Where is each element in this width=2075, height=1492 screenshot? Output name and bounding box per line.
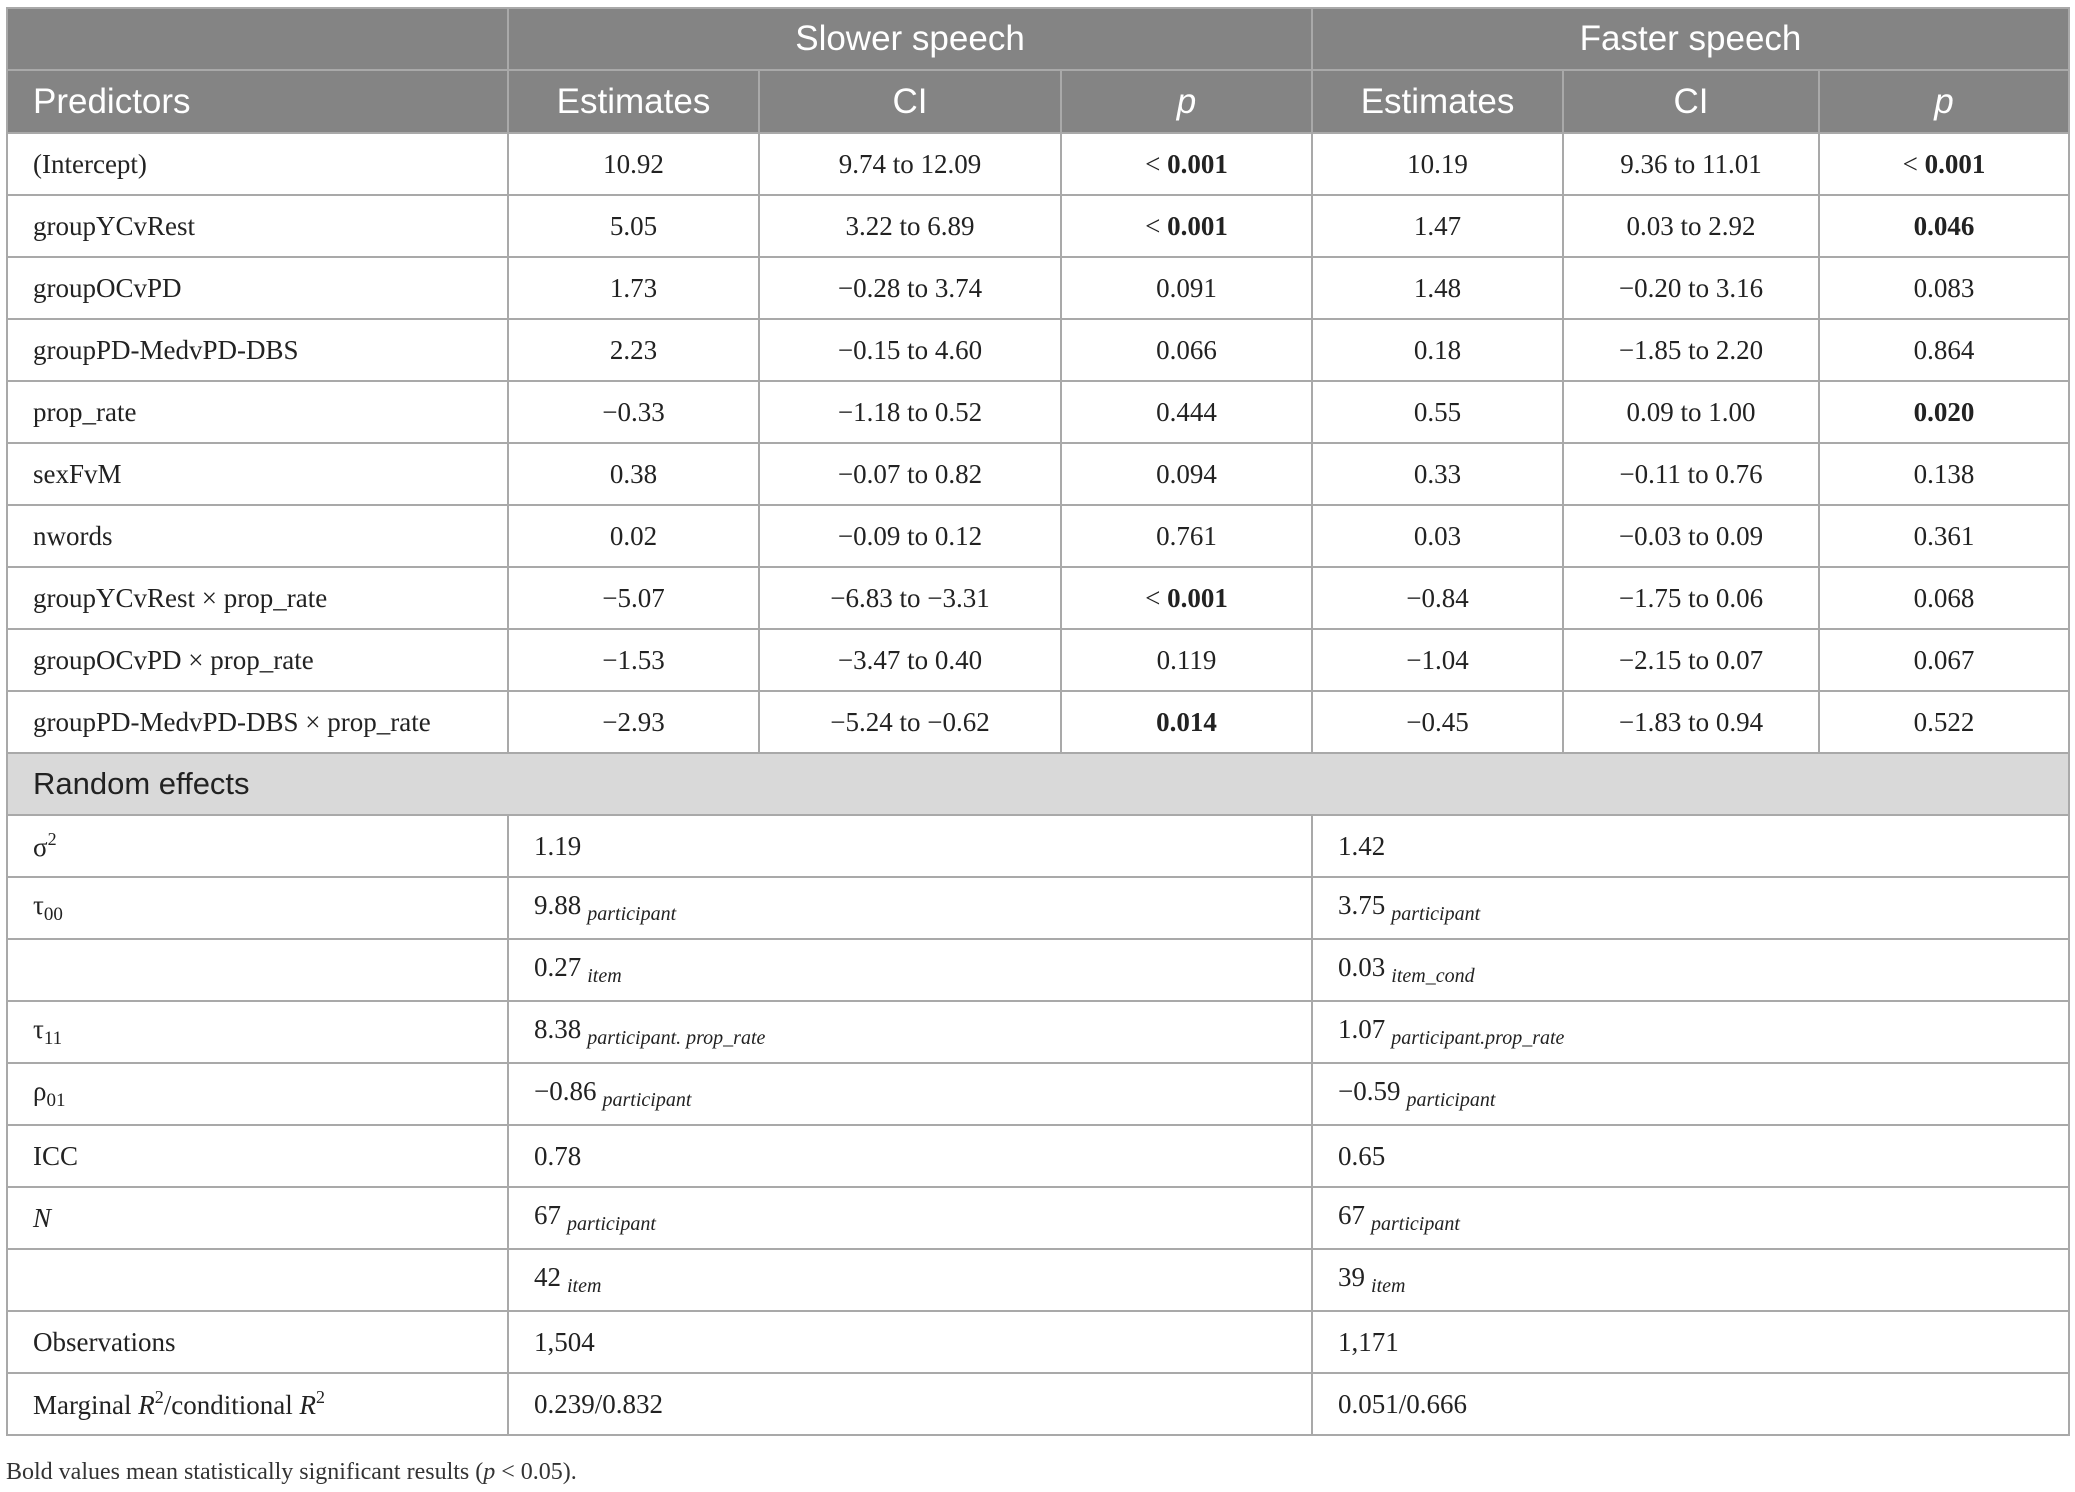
random-row-sigma2 xyxy=(7,815,2069,877)
slower-ci-cell: −0.07 to 0.82 xyxy=(759,443,1061,505)
faster-subscript: participant xyxy=(1371,1213,1460,1235)
faster-p-value: 0.083 xyxy=(1913,272,1975,303)
predictor-label: groupPD-MedvPD-DBS × prop_rate xyxy=(7,691,508,753)
tau-symbol: τ xyxy=(33,1014,44,1044)
faster-estimate-cell: −0.84 xyxy=(1312,567,1563,629)
faster-value: 1,171 xyxy=(1312,1311,2069,1373)
footnote-text-b: < 0.05). xyxy=(495,1459,577,1485)
slower-ci-cell: 3.22 to 6.89 xyxy=(759,195,1061,257)
regression-table-container xyxy=(6,7,2068,1436)
faster-p-label: p xyxy=(1934,81,1954,121)
fixed-effect-row xyxy=(7,443,2069,505)
faster-ci-cell: −2.15 to 0.07 xyxy=(1563,629,1819,691)
faster-estimate-cell: 1.48 xyxy=(1312,257,1563,319)
r2-label-r2: R xyxy=(299,1390,316,1420)
slower-value-cell xyxy=(508,1001,1312,1063)
faster-value: 0.03 xyxy=(1338,952,1386,982)
r2-label-cell xyxy=(7,1373,508,1435)
slower-p-label: p xyxy=(1176,81,1197,121)
faster-value-cell xyxy=(1312,1063,2069,1125)
random-label-cell xyxy=(7,1187,508,1249)
footnote-text-a: Bold values mean statistically significant results ( xyxy=(6,1459,484,1485)
random-label-empty xyxy=(7,1249,508,1311)
slower-estimate-cell: −1.53 xyxy=(508,629,759,691)
faster-value: −0.59 xyxy=(1338,1076,1401,1106)
slower-value: 1.19 xyxy=(508,815,1312,877)
slower-p-cell xyxy=(1061,629,1312,691)
faster-p-cell xyxy=(1819,567,2069,629)
sigma-symbol: σ xyxy=(33,832,48,862)
random-effects-heading: Random effects xyxy=(7,753,2069,815)
faster-subscript: participant.prop_rate xyxy=(1391,1027,1565,1049)
slower-value-cell xyxy=(508,939,1312,1001)
fixed-effect-row xyxy=(7,691,2069,753)
faster-p-value: 0.864 xyxy=(1913,334,1975,365)
slower-ci-cell: −5.24 to −0.62 xyxy=(759,691,1061,753)
rho-subscript: 01 xyxy=(46,1090,66,1111)
slower-p-header xyxy=(1061,70,1312,133)
slower-p-value: 0.014 xyxy=(1156,706,1217,737)
faster-ci-cell: −1.83 to 0.94 xyxy=(1563,691,1819,753)
predictor-label: groupPD-MedvPD-DBS xyxy=(7,319,508,381)
faster-ci-cell: 0.09 to 1.00 xyxy=(1563,381,1819,443)
tau-symbol: τ xyxy=(33,890,44,920)
slower-estimate-cell: 0.02 xyxy=(508,505,759,567)
faster-p-cell xyxy=(1819,443,2069,505)
random-label: N xyxy=(33,1202,52,1233)
faster-value-cell xyxy=(1312,1001,2069,1063)
r2-label-r: R xyxy=(138,1390,155,1420)
faster-p-cell xyxy=(1819,319,2069,381)
r2-label-sup: 2 xyxy=(154,1387,164,1407)
random-row-tau00-item xyxy=(7,939,2069,1001)
slower-estimate-cell: −0.33 xyxy=(508,381,759,443)
fixed-effect-row xyxy=(7,195,2069,257)
r2-label-sup2: 2 xyxy=(315,1387,325,1407)
random-row-n-item xyxy=(7,1249,2069,1311)
faster-p-value: 0.068 xyxy=(1913,582,1975,613)
faster-value-cell xyxy=(1312,1187,2069,1249)
regression-table xyxy=(6,7,2070,1436)
faster-subscript: participant xyxy=(1406,1089,1496,1111)
faster-value-cell xyxy=(1312,1249,2069,1311)
slower-value-cell xyxy=(508,1063,1312,1125)
column-header-row xyxy=(7,70,2069,133)
faster-value: 0.051/0.666 xyxy=(1312,1373,2069,1435)
faster-p-cell xyxy=(1819,505,2069,567)
random-row-n-participant xyxy=(7,1187,2069,1249)
rho-symbol: ρ xyxy=(33,1076,47,1106)
slower-p-value: 0.119 xyxy=(1156,644,1217,675)
fixed-effect-row xyxy=(7,381,2069,443)
slower-value: 9.88 xyxy=(534,890,582,920)
slower-p-cell xyxy=(1061,319,1312,381)
faster-ci-cell: −1.75 to 0.06 xyxy=(1563,567,1819,629)
faster-p-header xyxy=(1819,70,2069,133)
slower-ci-cell: −3.47 to 0.40 xyxy=(759,629,1061,691)
header-blank-cell xyxy=(7,8,508,70)
fixed-effect-row xyxy=(7,567,2069,629)
random-label: Observations xyxy=(7,1311,508,1373)
slower-subscript: participant xyxy=(567,1213,656,1235)
r2-label-b: /conditional xyxy=(163,1390,300,1420)
slower-value-cell xyxy=(508,877,1312,939)
faster-ci-cell: 0.03 to 2.92 xyxy=(1563,195,1819,257)
faster-ci-cell: 9.36 to 11.01 xyxy=(1563,133,1819,195)
slower-ci-header: CI xyxy=(759,70,1061,133)
faster-value: 67 xyxy=(1338,1200,1366,1230)
slower-estimate-cell: 2.23 xyxy=(508,319,759,381)
faster-p-cell xyxy=(1819,133,2069,195)
faster-ci-header: CI xyxy=(1563,70,1819,133)
faster-estimate-cell: −1.04 xyxy=(1312,629,1563,691)
faster-p-value: 0.001 xyxy=(1924,148,1986,179)
faster-p-prefix: < xyxy=(1902,148,1925,179)
slower-p-value: 0.444 xyxy=(1156,396,1217,427)
slower-speech-header: Slower speech xyxy=(508,8,1312,70)
faster-estimate-cell: 0.18 xyxy=(1312,319,1563,381)
tau-subscript: 11 xyxy=(43,1028,63,1049)
predictor-label: nwords xyxy=(7,505,508,567)
slower-p-value: 0.761 xyxy=(1156,520,1217,551)
slower-p-cell xyxy=(1061,133,1312,195)
random-label-empty xyxy=(7,939,508,1001)
slower-estimate-cell: 1.73 xyxy=(508,257,759,319)
slower-subscript: participant xyxy=(587,903,677,925)
slower-subscript: item xyxy=(587,965,622,987)
group-header-row xyxy=(7,8,2069,70)
slower-ci-cell: 9.74 to 12.09 xyxy=(759,133,1061,195)
slower-value: 42 xyxy=(534,1262,561,1292)
faster-p-value: 0.138 xyxy=(1913,458,1975,489)
faster-ci-cell: −0.11 to 0.76 xyxy=(1563,443,1819,505)
faster-subscript: participant xyxy=(1391,903,1481,925)
fixed-effect-row xyxy=(7,629,2069,691)
faster-subscript: item xyxy=(1371,1275,1406,1297)
random-label xyxy=(7,1063,508,1125)
slower-estimate-cell: 5.05 xyxy=(508,195,759,257)
fixed-effect-row xyxy=(7,319,2069,381)
slower-p-cell xyxy=(1061,691,1312,753)
slower-p-value: 0.001 xyxy=(1167,582,1228,613)
slower-p-cell xyxy=(1061,195,1312,257)
slower-p-prefix: < xyxy=(1145,582,1168,613)
slower-ci-cell: −1.18 to 0.52 xyxy=(759,381,1061,443)
slower-estimate-cell: 10.92 xyxy=(508,133,759,195)
sigma-superscript: 2 xyxy=(47,829,57,849)
slower-value: −0.86 xyxy=(534,1076,597,1106)
faster-ci-cell: −1.85 to 2.20 xyxy=(1563,319,1819,381)
faster-value: 3.75 xyxy=(1338,890,1386,920)
slower-ci-cell: −0.09 to 0.12 xyxy=(759,505,1061,567)
slower-p-value: 0.094 xyxy=(1156,458,1217,489)
faster-value-cell xyxy=(1312,939,2069,1001)
slower-subscript: item xyxy=(567,1275,602,1297)
slower-ci-cell: −0.15 to 4.60 xyxy=(759,319,1061,381)
faster-value: 1.07 xyxy=(1338,1014,1386,1044)
predictors-header: Predictors xyxy=(7,70,508,133)
slower-p-prefix: < xyxy=(1145,148,1168,179)
slower-value: 1,504 xyxy=(508,1311,1312,1373)
predictor-label: prop_rate xyxy=(7,381,508,443)
r2-label-a: Marginal xyxy=(33,1390,139,1420)
random-row-rho01 xyxy=(7,1063,2069,1125)
slower-p-cell xyxy=(1061,257,1312,319)
fixed-effect-row xyxy=(7,257,2069,319)
slower-value: 8.38 xyxy=(534,1014,582,1044)
predictor-label: (Intercept) xyxy=(7,133,508,195)
slower-estimate-cell: 0.38 xyxy=(508,443,759,505)
random-label xyxy=(7,1001,508,1063)
fixed-effect-row xyxy=(7,133,2069,195)
slower-p-prefix: < xyxy=(1145,210,1168,241)
faster-estimate-cell: −0.45 xyxy=(1312,691,1563,753)
random-label xyxy=(7,877,508,939)
slower-ci-cell: −0.28 to 3.74 xyxy=(759,257,1061,319)
faster-value-cell xyxy=(1312,877,2069,939)
faster-subscript: item_cond xyxy=(1391,965,1475,987)
footnote-p: p xyxy=(483,1459,496,1485)
slower-p-value: 0.001 xyxy=(1167,210,1228,241)
predictor-label: groupOCvPD xyxy=(7,257,508,319)
faster-estimates-header: Estimates xyxy=(1312,70,1563,133)
faster-p-value: 0.361 xyxy=(1913,520,1975,551)
fixed-effect-row xyxy=(7,505,2069,567)
faster-estimate-cell: 0.33 xyxy=(1312,443,1563,505)
slower-subscript: participant. prop_rate xyxy=(587,1027,766,1049)
slower-value: 0.78 xyxy=(508,1125,1312,1187)
faster-p-cell xyxy=(1819,691,2069,753)
slower-ci-cell: −6.83 to −3.31 xyxy=(759,567,1061,629)
random-row-observations xyxy=(7,1311,2069,1373)
faster-estimate-cell: 1.47 xyxy=(1312,195,1563,257)
faster-value: 0.65 xyxy=(1312,1125,2069,1187)
faster-p-cell xyxy=(1819,195,2069,257)
faster-p-cell xyxy=(1819,629,2069,691)
slower-value-cell xyxy=(508,1187,1312,1249)
tau-subscript: 00 xyxy=(43,904,63,925)
slower-estimate-cell: −5.07 xyxy=(508,567,759,629)
random-row-icc xyxy=(7,1125,2069,1187)
faster-estimate-cell: 0.03 xyxy=(1312,505,1563,567)
slower-value: 0.27 xyxy=(534,952,582,982)
slower-value-cell xyxy=(508,1249,1312,1311)
slower-p-cell xyxy=(1061,505,1312,567)
slower-estimate-cell: −2.93 xyxy=(508,691,759,753)
predictor-label: sexFvM xyxy=(7,443,508,505)
slower-p-value: 0.001 xyxy=(1167,148,1228,179)
slower-p-value: 0.091 xyxy=(1156,272,1217,303)
random-row-tau00-participant xyxy=(7,877,2069,939)
fixed-effects-body xyxy=(7,133,2069,1435)
predictor-label: groupYCvRest × prop_rate xyxy=(7,567,508,629)
faster-value: 39 xyxy=(1338,1262,1366,1292)
slower-value: 67 xyxy=(534,1200,561,1230)
faster-ci-cell: −0.20 to 3.16 xyxy=(1563,257,1819,319)
faster-p-cell xyxy=(1819,381,2069,443)
faster-p-value: 0.046 xyxy=(1913,210,1975,241)
random-label xyxy=(7,815,508,877)
faster-value: 1.42 xyxy=(1312,815,2069,877)
slower-subscript: participant xyxy=(602,1089,692,1111)
random-label: ICC xyxy=(7,1125,508,1187)
predictor-label: groupYCvRest xyxy=(7,195,508,257)
slower-p-value: 0.066 xyxy=(1156,334,1217,365)
slower-p-cell xyxy=(1061,567,1312,629)
random-row-tau11 xyxy=(7,1001,2069,1063)
slower-p-cell xyxy=(1061,443,1312,505)
faster-estimate-cell: 10.19 xyxy=(1312,133,1563,195)
faster-speech-header: Faster speech xyxy=(1312,8,2069,70)
predictor-label: groupOCvPD × prop_rate xyxy=(7,629,508,691)
faster-p-value: 0.522 xyxy=(1913,706,1975,737)
slower-value: 0.239/0.832 xyxy=(508,1373,1312,1435)
random-effects-section-row xyxy=(7,753,2069,815)
slower-estimates-header: Estimates xyxy=(508,70,759,133)
faster-estimate-cell: 0.55 xyxy=(1312,381,1563,443)
faster-p-cell xyxy=(1819,257,2069,319)
slower-p-cell xyxy=(1061,381,1312,443)
random-row-r2 xyxy=(7,1373,2069,1435)
faster-p-value: 0.067 xyxy=(1913,644,1975,675)
faster-ci-cell: −0.03 to 0.09 xyxy=(1563,505,1819,567)
faster-p-value: 0.020 xyxy=(1913,396,1975,427)
table-footnote xyxy=(6,1459,577,1486)
